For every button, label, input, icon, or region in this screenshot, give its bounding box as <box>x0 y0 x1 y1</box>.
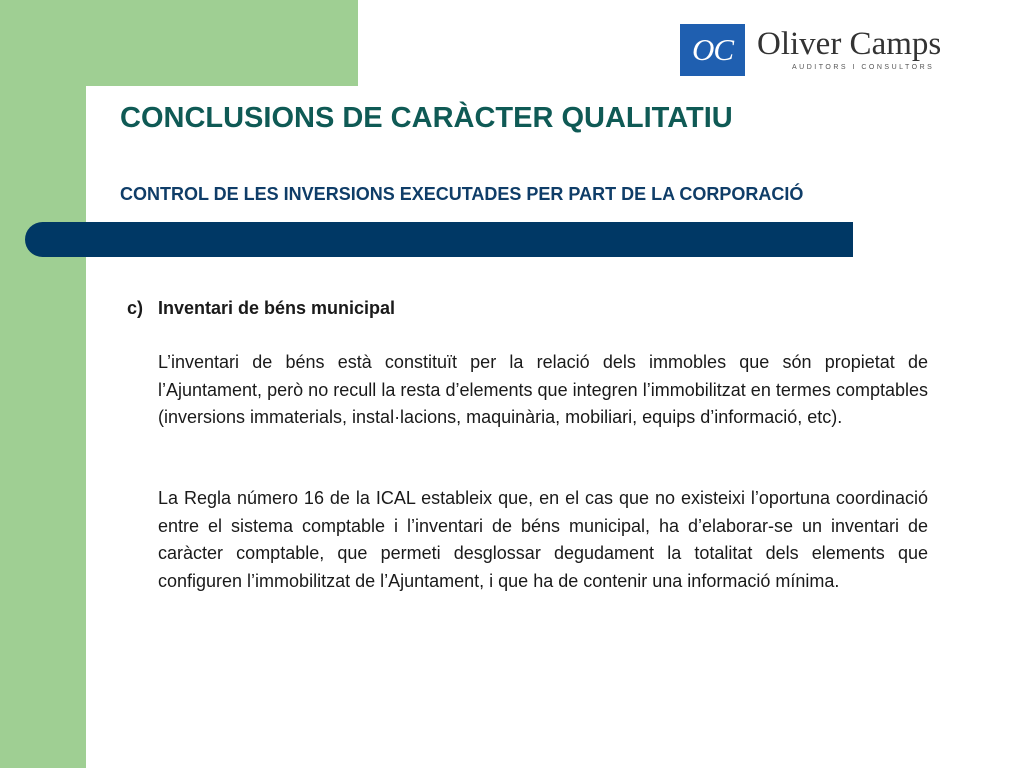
logo-monogram: OC <box>680 24 745 76</box>
green-top-band <box>0 0 358 86</box>
company-logo <box>680 24 970 76</box>
slide-title: CONCLUSIONS DE CARÀCTER QUALITATIU <box>120 102 733 134</box>
logo-name: Oliver Camps <box>757 26 942 62</box>
section-divider-bar <box>25 222 853 257</box>
logo-tagline: AUDITORS I CONSULTORS <box>792 64 935 71</box>
slide-subtitle: CONTROL DE LES INVERSIONS EXECUTADES PER PART DE LA CORPORACIÓ <box>120 184 804 204</box>
green-side-band <box>0 0 86 768</box>
body-paragraph-2: La Regla número 16 de la ICAL estableix que, en el cas que no existeixi l’oportuna coordinació entre el sistema comptable i l’inventari de béns municipal, ha d’elaborar-se un inventari de caràcter comptable, que permeti desglossar degudament la totalitat dels elements que configuren l’immobilitzat de l’Ajuntament, i que ha de contenir una informació mínima. <box>158 488 928 591</box>
item-marker: c) <box>127 298 144 318</box>
body-paragraph-1: L’inventari de béns està constituït per la relació dels immobles que són propietat de l’Ajuntament, però no recull la resta d’elements que integren l’immobilitzat en termes comptables (inversions immaterials, instal·lacions, maquinària, mobiliari, equips d’informació, etc). <box>158 352 928 427</box>
item-heading: Inventari de béns municipal <box>158 298 396 318</box>
